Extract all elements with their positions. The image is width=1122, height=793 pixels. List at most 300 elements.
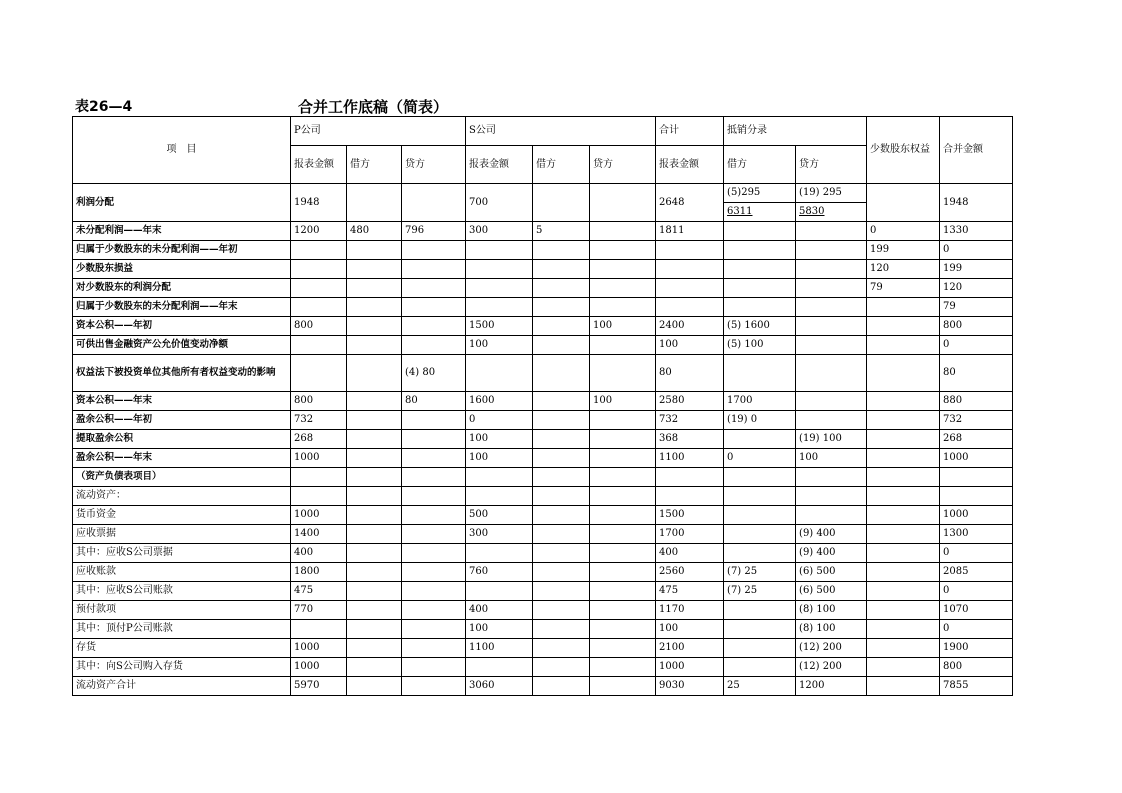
cell-s-debit (533, 639, 590, 658)
cell-minority (867, 639, 940, 658)
cell-minority: 120 (867, 260, 940, 279)
cell-p-report: 1000 (291, 449, 347, 468)
elim-debit-entry: (5)295 (724, 184, 795, 203)
cell-s-debit (533, 411, 590, 430)
cell-elim-debit (724, 355, 796, 392)
cell-consolidated: 880 (940, 392, 1013, 411)
cell-total-report: 9030 (656, 677, 724, 696)
cell-s-credit (590, 563, 656, 582)
cell-s-report: 3060 (466, 677, 533, 696)
cell-elim-debit (724, 658, 796, 677)
cell-p-report: 1400 (291, 525, 347, 544)
cell-p-credit (402, 620, 466, 639)
table-row (73, 639, 1013, 658)
cell-p-debit (347, 658, 402, 677)
cell-p-report: 1000 (291, 658, 347, 677)
cell-s-report: 760 (466, 563, 533, 582)
row-label: 资本公积——年初 (73, 317, 291, 336)
cell-s-report: 300 (466, 222, 533, 241)
cell-consolidated: 199 (940, 260, 1013, 279)
cell-elim-debit (724, 525, 796, 544)
row-label: 少数股东损益 (73, 260, 291, 279)
cell-s-credit (590, 601, 656, 620)
row-label: 流动资产： (73, 487, 291, 506)
cell-minority (867, 449, 940, 468)
cell-p-report (291, 241, 347, 260)
table-row (73, 222, 1013, 241)
row-label: 其中：应收S公司票据 (73, 544, 291, 563)
cell-total-report: 100 (656, 336, 724, 355)
cell-s-report (466, 241, 533, 260)
cell-minority: 79 (867, 279, 940, 298)
row-label: 预付款项 (73, 601, 291, 620)
cell-elim-credit: 1200 (796, 677, 867, 696)
table-row (73, 355, 1013, 392)
cell-elim-credit (796, 506, 867, 525)
cell-s-debit (533, 563, 590, 582)
cell-p-credit (402, 298, 466, 317)
cell-minority (867, 601, 940, 620)
cell-p-report (291, 468, 347, 487)
cell-p-credit (402, 336, 466, 355)
cell-consolidated: 268 (940, 430, 1013, 449)
cell-minority (867, 392, 940, 411)
cell-p-credit (402, 317, 466, 336)
cell-elim-debit (724, 601, 796, 620)
cell-p-report: 1000 (291, 506, 347, 525)
cell-p-report: 800 (291, 392, 347, 411)
table-row (73, 430, 1013, 449)
row-label: 未分配利润——年末 (73, 222, 291, 241)
cell-p-credit (402, 525, 466, 544)
cell-p-credit: (4) 80 (402, 355, 466, 392)
cell-s-debit (533, 298, 590, 317)
header-row-1 (73, 117, 1013, 146)
cell-elim-credit: (19) 100 (796, 430, 867, 449)
cell-s-credit (590, 506, 656, 525)
cell-s-credit (590, 411, 656, 430)
cell-p-credit (402, 260, 466, 279)
cell-total-report (656, 260, 724, 279)
cell-elim-debit: (5) 100 (724, 336, 796, 355)
header-s-debit: 借方 (533, 146, 590, 184)
table-row (73, 336, 1013, 355)
cell-p-credit (402, 563, 466, 582)
cell-p-credit (402, 582, 466, 601)
cell-s-report: 1600 (466, 392, 533, 411)
cell-elim-debit (724, 279, 796, 298)
cell-total-report: 1000 (656, 658, 724, 677)
header-p-company: P公司 (291, 117, 466, 146)
cell-minority (867, 468, 940, 487)
cell-elim-credit (796, 184, 867, 222)
cell-s-debit (533, 658, 590, 677)
cell-p-report: 800 (291, 317, 347, 336)
cell-elim-credit (796, 279, 867, 298)
cell-consolidated: 1300 (940, 525, 1013, 544)
elim-credit-subtotal: 5830 (799, 206, 825, 217)
header-elimination: 抵销分录 (724, 117, 867, 146)
cell-minority (867, 582, 940, 601)
cell-p-credit (402, 184, 466, 222)
header-minority-interest: 少数股东权益 (867, 117, 940, 184)
header-s-credit: 贷方 (590, 146, 656, 184)
cell-s-debit (533, 582, 590, 601)
cell-s-debit (533, 336, 590, 355)
cell-total-report: 400 (656, 544, 724, 563)
cell-p-debit (347, 639, 402, 658)
table-row (73, 677, 1013, 696)
cell-s-report: 400 (466, 601, 533, 620)
cell-p-report (291, 279, 347, 298)
cell-elim-credit: (9) 400 (796, 544, 867, 563)
row-label: 可供出售金融资产公允价值变动净额 (73, 336, 291, 355)
cell-s-report: 300 (466, 525, 533, 544)
cell-consolidated: 732 (940, 411, 1013, 430)
cell-consolidated: 1330 (940, 222, 1013, 241)
cell-elim-credit (796, 298, 867, 317)
cell-s-debit (533, 355, 590, 392)
header-p-report-amount: 报表金额 (291, 146, 347, 184)
cell-p-debit (347, 506, 402, 525)
cell-elim-credit (796, 241, 867, 260)
cell-consolidated: 800 (940, 658, 1013, 677)
cell-total-report: 2400 (656, 317, 724, 336)
cell-elim-credit: (9) 400 (796, 525, 867, 544)
cell-s-report: 100 (466, 336, 533, 355)
cell-s-credit (590, 449, 656, 468)
cell-s-debit (533, 430, 590, 449)
cell-total-report: 80 (656, 355, 724, 392)
cell-s-credit (590, 336, 656, 355)
cell-s-debit (533, 468, 590, 487)
cell-minority (867, 563, 940, 582)
cell-p-report (291, 355, 347, 392)
cell-s-credit (590, 468, 656, 487)
cell-minority: 199 (867, 241, 940, 260)
cell-s-report: 100 (466, 430, 533, 449)
cell-total-report: 1100 (656, 449, 724, 468)
cell-consolidated: 0 (940, 620, 1013, 639)
row-label: 资本公积——年末 (73, 392, 291, 411)
row-label: 盈余公积——年末 (73, 449, 291, 468)
cell-p-debit (347, 468, 402, 487)
cell-s-debit (533, 449, 590, 468)
cell-p-credit (402, 487, 466, 506)
cell-elim-credit: (12) 200 (796, 658, 867, 677)
table-row (73, 601, 1013, 620)
table-row (73, 392, 1013, 411)
cell-elim-credit: (8) 100 (796, 601, 867, 620)
table-row (73, 317, 1013, 336)
cell-p-report (291, 487, 347, 506)
cell-s-credit (590, 582, 656, 601)
cell-p-credit (402, 430, 466, 449)
cell-p-debit (347, 449, 402, 468)
consolidation-worksheet-table (72, 116, 1013, 696)
cell-minority: 0 (867, 222, 940, 241)
cell-elim-debit: (19) 0 (724, 411, 796, 430)
cell-p-debit (347, 317, 402, 336)
cell-total-report: 368 (656, 430, 724, 449)
cell-s-credit (590, 620, 656, 639)
cell-consolidated: 1900 (940, 639, 1013, 658)
cell-total-report: 1811 (656, 222, 724, 241)
header-item: 项 目 (73, 117, 291, 184)
cell-p-report (291, 336, 347, 355)
cell-p-report: 475 (291, 582, 347, 601)
row-label: 归属于少数股东的未分配利润——年末 (73, 298, 291, 317)
cell-consolidated (940, 487, 1013, 506)
cell-p-debit (347, 184, 402, 222)
cell-s-debit (533, 279, 590, 298)
header-consolidated-amount: 合并金额 (940, 117, 1013, 184)
cell-s-credit (590, 544, 656, 563)
cell-p-report: 1000 (291, 639, 347, 658)
cell-p-debit (347, 355, 402, 392)
cell-elim-credit (796, 392, 867, 411)
table-row (73, 582, 1013, 601)
cell-elim-debit (724, 639, 796, 658)
cell-total-report: 2580 (656, 392, 724, 411)
cell-elim-credit (796, 260, 867, 279)
cell-elim-debit (724, 506, 796, 525)
table-row (73, 449, 1013, 468)
header-elim-credit: 贷方 (796, 146, 867, 184)
cell-s-credit: 100 (590, 317, 656, 336)
cell-elim-credit (796, 468, 867, 487)
cell-elim-credit (796, 317, 867, 336)
cell-consolidated: 79 (940, 298, 1013, 317)
cell-consolidated (940, 468, 1013, 487)
cell-s-credit (590, 658, 656, 677)
cell-p-debit (347, 601, 402, 620)
cell-s-debit (533, 544, 590, 563)
row-label: 其中：顶付P公司账款 (73, 620, 291, 639)
cell-total-report (656, 487, 724, 506)
table-row (73, 468, 1013, 487)
row-label: 其中：应收S公司账款 (73, 582, 291, 601)
cell-s-report (466, 544, 533, 563)
cell-consolidated: 0 (940, 336, 1013, 355)
cell-p-debit (347, 620, 402, 639)
cell-s-credit (590, 487, 656, 506)
cell-elim-debit: (7) 25 (724, 582, 796, 601)
cell-minority (867, 544, 940, 563)
cell-p-debit (347, 392, 402, 411)
cell-p-credit (402, 241, 466, 260)
cell-p-credit (402, 658, 466, 677)
header-s-company: S公司 (466, 117, 656, 146)
cell-s-report (466, 487, 533, 506)
cell-s-report (466, 658, 533, 677)
cell-s-debit (533, 184, 590, 222)
cell-elim-credit: (8) 100 (796, 620, 867, 639)
cell-s-debit (533, 620, 590, 639)
cell-p-debit (347, 279, 402, 298)
cell-total-report (656, 279, 724, 298)
cell-s-debit: 5 (533, 222, 590, 241)
header-s-report-amount: 报表金额 (466, 146, 533, 184)
cell-p-credit: 80 (402, 392, 466, 411)
cell-consolidated: 1948 (940, 184, 1013, 222)
cell-s-debit (533, 317, 590, 336)
cell-elim-credit: 100 (796, 449, 867, 468)
row-label: 应收票据 (73, 525, 291, 544)
row-label: 货币资金 (73, 506, 291, 525)
cell-minority (867, 336, 940, 355)
elim-credit-entry: (19) 295 (796, 184, 866, 203)
cell-s-credit (590, 355, 656, 392)
cell-p-report: 770 (291, 601, 347, 620)
cell-p-report: 400 (291, 544, 347, 563)
cell-elim-debit: (5) 1600 (724, 317, 796, 336)
cell-p-credit (402, 506, 466, 525)
row-label: 应收账款 (73, 563, 291, 582)
cell-consolidated: 0 (940, 241, 1013, 260)
cell-total-report (656, 241, 724, 260)
cell-p-report: 1948 (291, 184, 347, 222)
cell-s-report: 1500 (466, 317, 533, 336)
cell-p-debit (347, 411, 402, 430)
cell-total-report: 475 (656, 582, 724, 601)
cell-elim-debit: 0 (724, 449, 796, 468)
cell-p-credit (402, 449, 466, 468)
table-row (73, 525, 1013, 544)
cell-minority (867, 677, 940, 696)
cell-p-debit (347, 544, 402, 563)
header-total: 合计 (656, 117, 724, 146)
table-row (73, 279, 1013, 298)
cell-s-report (466, 298, 533, 317)
cell-elim-debit (724, 544, 796, 563)
cell-total-report: 2560 (656, 563, 724, 582)
row-label: 提取盈余公积 (73, 430, 291, 449)
cell-s-credit (590, 430, 656, 449)
cell-consolidated: 0 (940, 582, 1013, 601)
sheet-title: 合并工作底稿（简表） (298, 98, 449, 116)
table-row (73, 487, 1013, 506)
cell-s-report (466, 582, 533, 601)
cell-consolidated: 7855 (940, 677, 1013, 696)
row-label: 归属于少数股东的未分配利润——年初 (73, 241, 291, 260)
cell-elim-debit (724, 222, 796, 241)
cell-s-report (466, 355, 533, 392)
cell-s-credit (590, 184, 656, 222)
cell-p-debit (347, 525, 402, 544)
cell-s-credit (590, 639, 656, 658)
cell-p-report: 1200 (291, 222, 347, 241)
cell-elim-credit: (12) 200 (796, 639, 867, 658)
table-row (73, 298, 1013, 317)
cell-minority (867, 430, 940, 449)
cell-minority (867, 620, 940, 639)
table-number: 表26—4 (75, 99, 133, 115)
cell-p-report: 5970 (291, 677, 347, 696)
cell-elim-credit (796, 222, 867, 241)
row-label: 对少数股东的利润分配 (73, 279, 291, 298)
cell-minority (867, 184, 940, 222)
cell-elim-debit (724, 468, 796, 487)
cell-elim-debit (724, 184, 796, 222)
cell-minority (867, 487, 940, 506)
row-label: 流动资产合计 (73, 677, 291, 696)
cell-elim-debit: 25 (724, 677, 796, 696)
cell-s-debit (533, 260, 590, 279)
cell-consolidated: 80 (940, 355, 1013, 392)
cell-s-debit (533, 241, 590, 260)
cell-elim-debit: (7) 25 (724, 563, 796, 582)
cell-total-report: 732 (656, 411, 724, 430)
cell-s-debit (533, 677, 590, 696)
cell-p-debit (347, 430, 402, 449)
cell-total-report (656, 468, 724, 487)
cell-p-credit (402, 639, 466, 658)
cell-consolidated: 2085 (940, 563, 1013, 582)
header-p-debit: 借方 (347, 146, 402, 184)
row-label: 存货 (73, 639, 291, 658)
cell-elim-credit (796, 487, 867, 506)
cell-minority (867, 411, 940, 430)
cell-s-credit: 100 (590, 392, 656, 411)
table-row (73, 620, 1013, 639)
cell-s-report: 100 (466, 620, 533, 639)
table-row (73, 506, 1013, 525)
cell-minority (867, 506, 940, 525)
cell-p-debit (347, 677, 402, 696)
table-row (73, 260, 1013, 279)
cell-elim-debit (724, 298, 796, 317)
cell-consolidated: 1000 (940, 506, 1013, 525)
cell-total-report: 2100 (656, 639, 724, 658)
cell-p-report (291, 298, 347, 317)
cell-minority (867, 317, 940, 336)
cell-s-credit (590, 677, 656, 696)
table-row (73, 544, 1013, 563)
cell-minority (867, 298, 940, 317)
cell-elim-credit (796, 355, 867, 392)
cell-p-report (291, 620, 347, 639)
title-row (75, 98, 1015, 116)
cell-p-report: 1800 (291, 563, 347, 582)
row-label: 盈余公积——年初 (73, 411, 291, 430)
header-elim-debit: 借方 (724, 146, 796, 184)
cell-p-debit (347, 298, 402, 317)
cell-p-credit (402, 411, 466, 430)
cell-consolidated: 1000 (940, 449, 1013, 468)
table-row (73, 563, 1013, 582)
cell-s-report (466, 260, 533, 279)
cell-consolidated: 1070 (940, 601, 1013, 620)
cell-elim-debit: 1700 (724, 392, 796, 411)
cell-p-debit (347, 563, 402, 582)
elim-debit-subtotal: 6311 (727, 206, 753, 217)
cell-s-report: 100 (466, 449, 533, 468)
cell-minority (867, 355, 940, 392)
cell-consolidated: 120 (940, 279, 1013, 298)
cell-p-debit (347, 487, 402, 506)
row-label: 利润分配 (73, 184, 291, 222)
header-p-credit: 贷方 (402, 146, 466, 184)
cell-p-credit (402, 677, 466, 696)
cell-total-report: 1170 (656, 601, 724, 620)
cell-s-credit (590, 241, 656, 260)
cell-s-report (466, 468, 533, 487)
row-profit-distribution (73, 184, 1013, 222)
cell-consolidated: 0 (940, 544, 1013, 563)
cell-s-debit (533, 525, 590, 544)
table-row (73, 411, 1013, 430)
